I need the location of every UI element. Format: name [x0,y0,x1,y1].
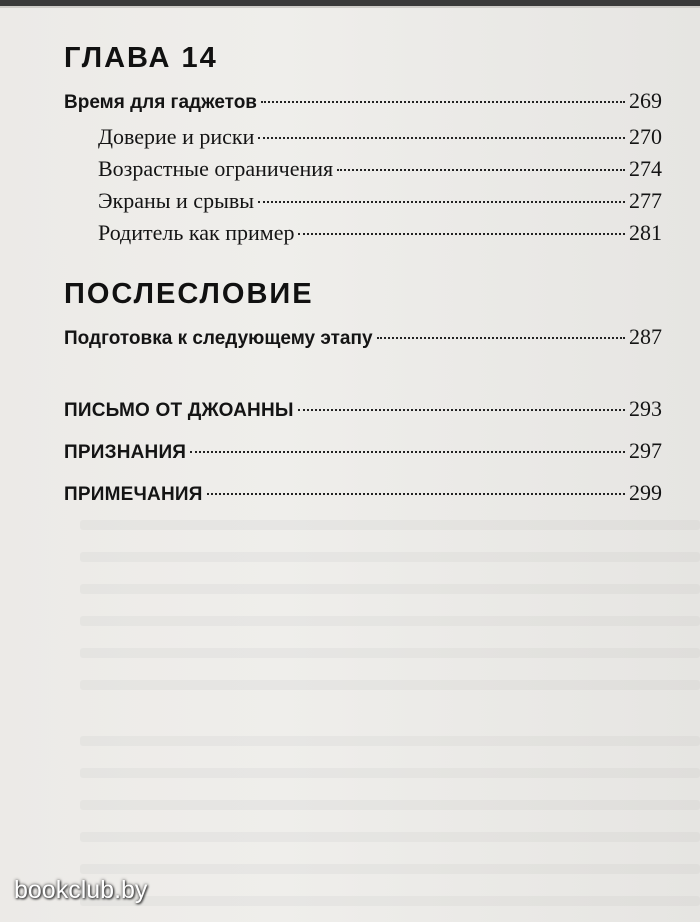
chapter-heading: ГЛАВА 14 [64,42,218,74]
dot-leader [298,409,625,411]
show-through-line [80,552,700,562]
toc-entry-title: Подготовка к следующему этапу [64,328,373,349]
toc-entry-sub[interactable] [98,220,662,250]
show-through-line [80,736,700,746]
toc-entry-title: Доверие и риски [98,124,255,149]
show-through-line [80,896,700,906]
show-through-line [80,768,700,778]
toc-entry-page: 299 [629,480,662,505]
toc-entry-acknowledgements[interactable] [64,438,662,468]
toc-entry-sub[interactable] [98,124,662,154]
dot-leader [258,201,625,203]
toc-entry-page: 281 [629,220,662,245]
show-through-line [80,584,700,594]
toc-entry-page: 270 [629,124,662,149]
dot-leader [298,233,625,235]
toc-entry-page: 269 [629,88,662,113]
dot-leader [258,137,625,139]
dot-leader [261,101,625,103]
top-edge-gap [0,6,700,8]
show-through-line [80,832,700,842]
show-through-line [80,680,700,690]
toc-entry-page: 287 [629,324,662,349]
dot-leader [337,169,625,171]
toc-entry-title: ПИСЬМО ОТ ДЖОАННЫ [64,400,294,421]
dot-leader [377,337,625,339]
toc-entry-sub[interactable] [98,188,662,218]
toc-entry-title: Время для гаджетов [64,92,257,113]
toc-entry-page: 274 [629,156,662,181]
dot-leader [207,493,625,495]
toc-entry-chapter-main[interactable] [64,88,662,118]
toc-entry-page: 297 [629,438,662,463]
show-through-line [80,800,700,810]
toc-entry-page: 293 [629,396,662,421]
toc-entry-title: ПРИЗНАНИЯ [64,442,187,463]
toc-entry-notes[interactable] [64,480,662,510]
show-through-line [80,616,700,626]
toc-entry-sub[interactable] [98,156,662,186]
show-through-line [80,864,700,874]
show-through-line [80,520,700,530]
show-through-line [80,648,700,658]
toc-entry-title: Экраны и срывы [98,188,255,213]
toc-entry-afterword-main[interactable] [64,324,662,354]
toc-entry-page: 277 [629,188,662,213]
toc-entry-title: Родитель как пример [98,220,295,245]
toc-entry-title: Возрастные ограничения [98,156,334,181]
dot-leader [190,451,625,453]
site-watermark: bookclub.by [14,876,148,904]
toc-entry-title: ПРИМЕЧАНИЯ [64,484,203,505]
toc-entry-letter[interactable] [64,396,662,426]
afterword-heading: ПОСЛЕСЛОВИЕ [64,278,314,310]
